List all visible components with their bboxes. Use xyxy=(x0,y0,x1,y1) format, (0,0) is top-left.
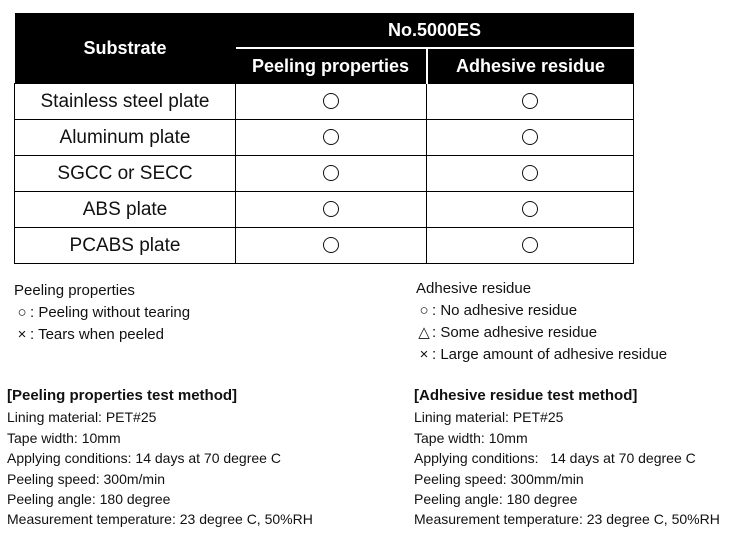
substrate-cell: SGCC or SECC xyxy=(15,156,236,192)
peeling-test-method xyxy=(7,386,313,530)
method-line: Peeling speed: 300mm/min xyxy=(414,470,584,487)
peeling-result-cell xyxy=(236,156,427,192)
peeling-result-cell xyxy=(236,192,427,228)
legend-item: × : Large amount of adhesive residue xyxy=(416,344,667,366)
circle-mark-icon xyxy=(522,201,538,217)
residue-result-cell xyxy=(427,156,634,192)
peeling-legend xyxy=(14,280,190,346)
circle-mark-icon xyxy=(522,165,538,181)
peeling-result-cell xyxy=(236,228,427,264)
circle-mark-icon xyxy=(323,129,339,145)
residue-result-cell xyxy=(427,192,634,228)
method-line: Lining material: PET#25 xyxy=(7,409,157,426)
method-line: Measurement temperature: 23 degree C, 50%RH xyxy=(414,511,720,528)
circle-mark-icon xyxy=(323,93,339,109)
cross-symbol-icon: × xyxy=(419,346,429,363)
method-line: Peeling speed: 300m/min xyxy=(7,470,165,487)
legend-item: × : Tears when peeled xyxy=(14,324,190,346)
peeling-result-cell xyxy=(236,84,427,120)
method-line: Measurement temperature: 23 degree C, 50%RH xyxy=(7,511,313,528)
substrate-cell: Aluminum plate xyxy=(15,120,236,156)
product-header: No.5000ES xyxy=(236,13,634,48)
table-row xyxy=(15,228,634,264)
adhesive-residue-header: Adhesive residue xyxy=(427,48,634,84)
residue-result-cell xyxy=(427,84,634,120)
circle-symbol-icon: ○ xyxy=(17,304,27,321)
substrate-cell: Stainless steel plate xyxy=(15,84,236,120)
residue-test-method xyxy=(414,386,720,530)
table-row xyxy=(15,84,634,120)
triangle-symbol-icon: △ xyxy=(418,324,430,341)
results-table xyxy=(14,13,634,264)
table-row xyxy=(15,192,634,228)
circle-mark-icon xyxy=(522,129,538,145)
peeling-result-cell xyxy=(236,120,427,156)
method-line: Lining material: PET#25 xyxy=(414,409,564,426)
residue-method-title: [Adhesive residue test method] xyxy=(414,387,638,404)
circle-mark-icon xyxy=(522,237,538,253)
residue-legend-title: Adhesive residue xyxy=(416,280,532,297)
substrate-cell: PCABS plate xyxy=(15,228,236,264)
method-line: Applying conditions: 14 days at 70 degree C xyxy=(7,450,281,467)
peeling-legend-title: Peeling properties xyxy=(14,282,135,299)
circle-mark-icon xyxy=(522,93,538,109)
circle-symbol-icon: ○ xyxy=(419,302,429,319)
legend-item: ○ : No adhesive residue xyxy=(416,300,667,322)
method-line: Tape width: 10mm xyxy=(414,429,528,446)
method-line: Peeling angle: 180 degree xyxy=(414,491,578,508)
method-line: Tape width: 10mm xyxy=(7,429,121,446)
peeling-method-title: [Peeling properties test method] xyxy=(7,387,238,404)
legend-item: ○ : Peeling without tearing xyxy=(14,302,190,324)
residue-result-cell xyxy=(427,120,634,156)
table-row xyxy=(15,156,634,192)
table-row xyxy=(15,120,634,156)
cross-symbol-icon: × xyxy=(17,326,27,343)
circle-mark-icon xyxy=(323,201,339,217)
substrate-header: Substrate xyxy=(15,13,236,84)
circle-mark-icon xyxy=(323,237,339,253)
residue-result-cell xyxy=(427,228,634,264)
method-line: Applying conditions: 14 days at 70 degree C xyxy=(414,450,696,467)
substrate-cell: ABS plate xyxy=(15,192,236,228)
residue-legend xyxy=(416,278,667,366)
method-line: Peeling angle: 180 degree xyxy=(7,491,171,508)
legend-item: △ : Some adhesive residue xyxy=(416,322,667,344)
peeling-properties-header: Peeling properties xyxy=(236,48,427,84)
circle-mark-icon xyxy=(323,165,339,181)
